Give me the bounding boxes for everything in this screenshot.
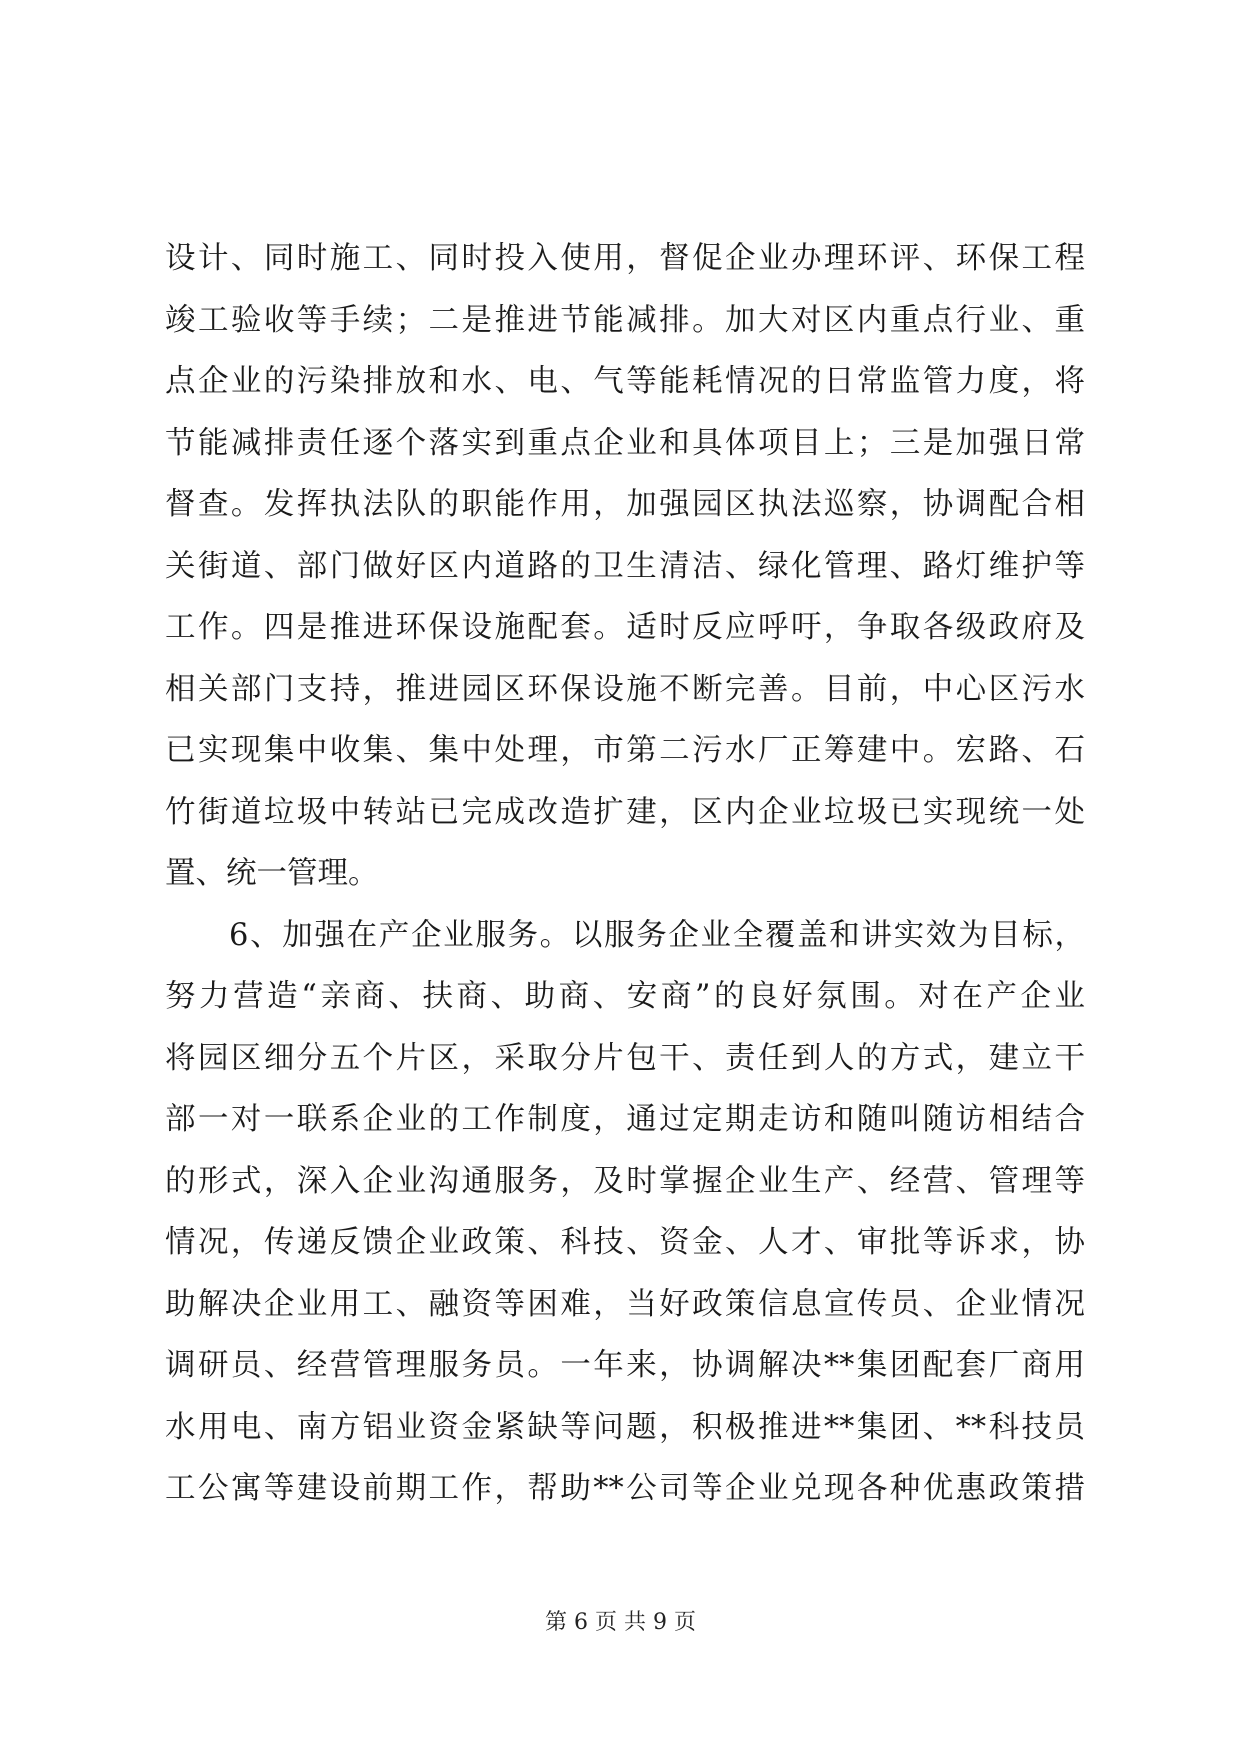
text-line: 竹街道垃圾中转站已完成改造扩建，区内企业垃圾已实现统一处 bbox=[165, 794, 1085, 830]
page-number-footer: 第 6 页 共 9 页 bbox=[545, 1610, 696, 1635]
text-line: 关街道、部门做好区内道路的卫生清洁、绿化管理、路灯维护等 bbox=[165, 548, 1085, 584]
text-line: 置、统一管理。 bbox=[165, 856, 379, 891]
text-line: 竣工验收等手续；二是推进节能减排。加大对区内重点行业、重 bbox=[165, 302, 1085, 338]
text-line: 努力营造“亲商、扶商、助商、安商”的良好氛围。对在产企业 bbox=[165, 979, 1085, 1014]
text-line: 督查。发挥执法队的职能作用，加强园区执法巡察，协调配合相 bbox=[165, 487, 1085, 522]
text-line: 调研员、经营管理服务员。一年来，协调解决**集团配套厂商用 bbox=[165, 1348, 1085, 1383]
text-line: 节能减排责任逐个落实到重点企业和具体项目上；三是加强日常 bbox=[165, 425, 1085, 461]
text-line: 部一对一联系企业的工作制度，通过定期走访和随叫随访相结合 bbox=[165, 1102, 1085, 1137]
body-text bbox=[165, 228, 1085, 1520]
text-line: 的形式，深入企业沟通服务，及时掌握企业生产、经营、管理等 bbox=[165, 1163, 1085, 1199]
text-line: 点企业的污染排放和水、电、气等能耗情况的日常监管力度，将 bbox=[165, 364, 1085, 399]
text-line: 情况，传递反馈企业政策、科技、资金、人才、审批等诉求，协 bbox=[165, 1225, 1085, 1260]
text-line: 已实现集中收集、集中处理，市第二污水厂正筹建中。宏路、石 bbox=[165, 733, 1085, 768]
text-line: 相关部门支持，推进园区环保设施不断完善。目前，中心区污水 bbox=[165, 671, 1085, 707]
paragraph-start-line: 6、加强在产企业服务。以服务企业全覆盖和讲实效为目标， bbox=[229, 917, 1085, 953]
text-line: 设计、同时施工、同时投入使用，督促企业办理环评、环保工程 bbox=[165, 241, 1085, 276]
text-line: 水用电、南方铝业资金紧缺等问题，积极推进**集团、**科技员 bbox=[165, 1409, 1085, 1445]
text-line: 工作。四是推进环保设施配套。适时反应呼吁，争取各级政府及 bbox=[165, 610, 1085, 645]
text-line: 工公寓等建设前期工作，帮助**公司等企业兑现各种优惠政策措 bbox=[165, 1471, 1085, 1506]
text-line: 助解决企业用工、融资等困难，当好政策信息宣传员、企业情况 bbox=[165, 1286, 1085, 1322]
text-line: 将园区细分五个片区，采取分片包干、责任到人的方式，建立干 bbox=[165, 1040, 1085, 1076]
